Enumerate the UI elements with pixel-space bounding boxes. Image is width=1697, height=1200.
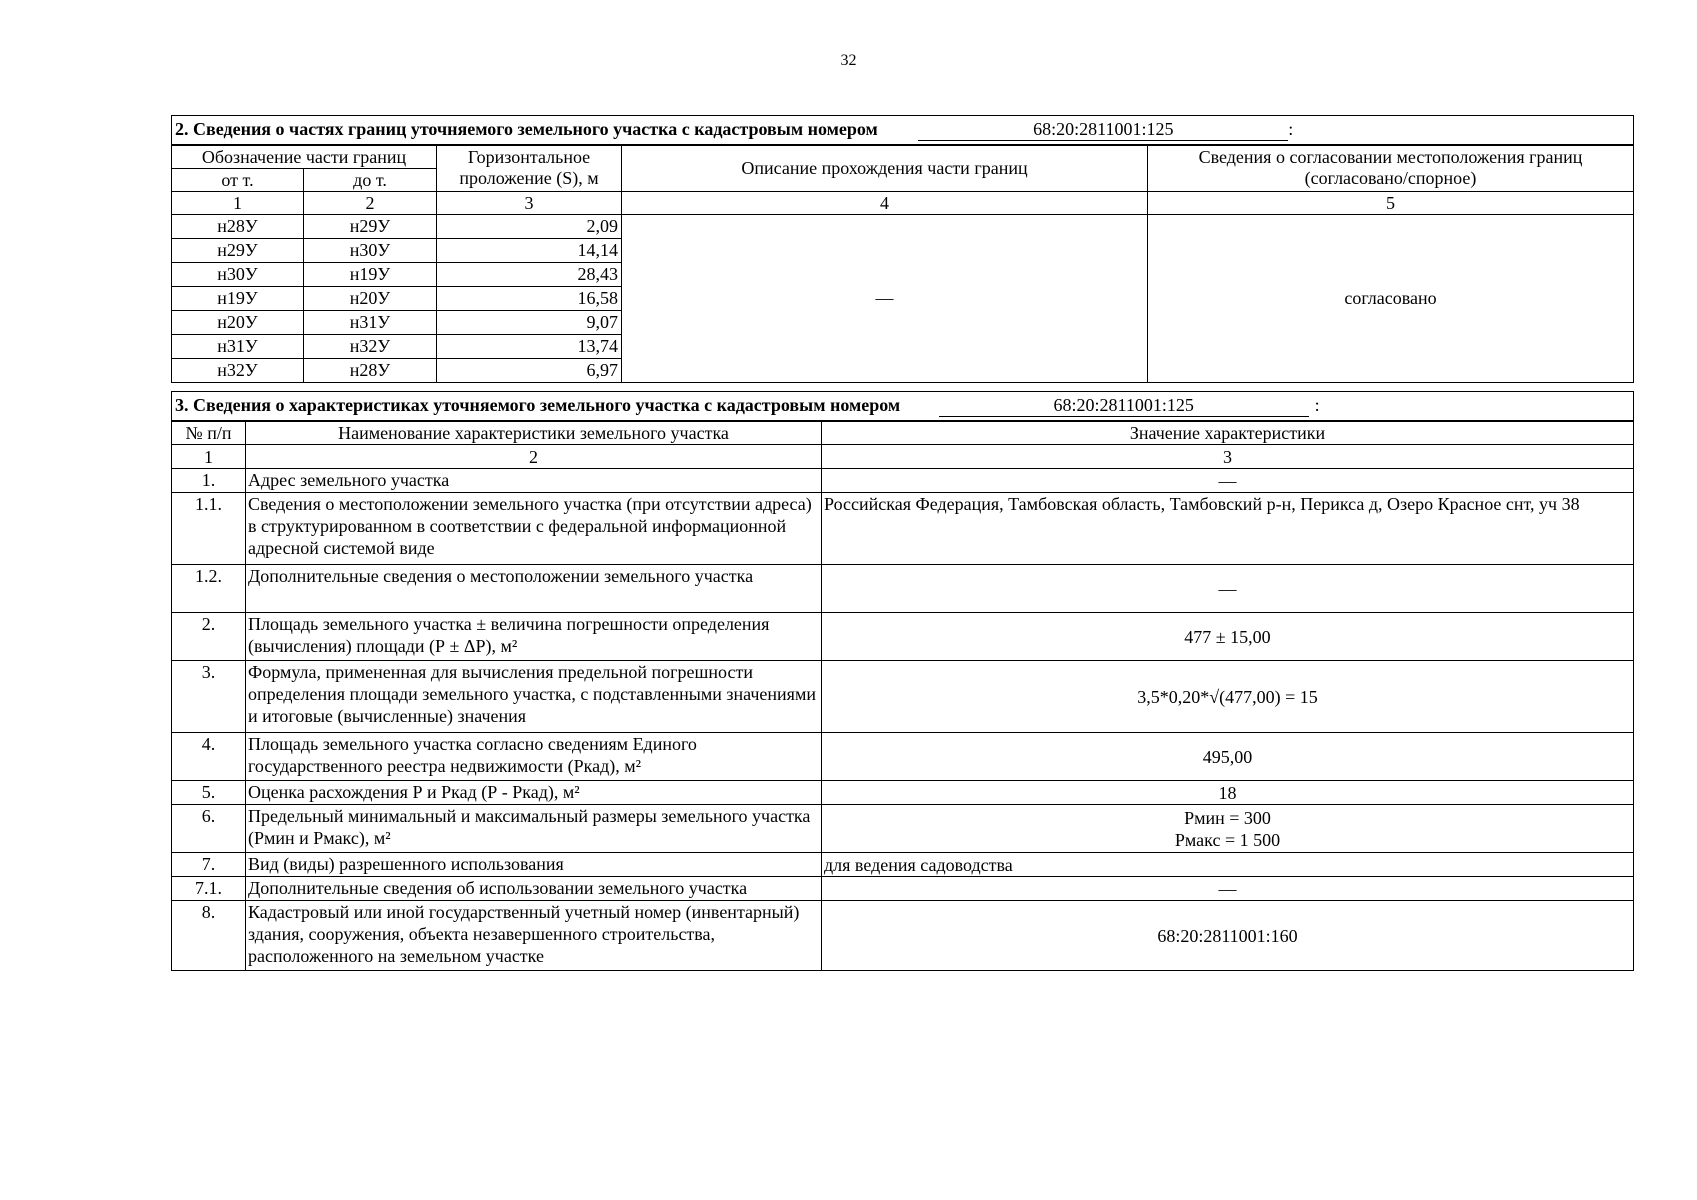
point-from: н20У xyxy=(172,310,304,334)
row-number: 8. xyxy=(172,901,246,971)
col-number: 1 xyxy=(172,445,246,469)
row-number: 4. xyxy=(172,733,246,781)
characteristic-value: 3,5*0,20*√(477,00) = 15 xyxy=(822,661,1634,733)
header-description: Описание прохождения части границ xyxy=(622,145,1148,192)
characteristic-name: Сведения о местоположении земельного участка (при отсутствии адреса) в структурированном в соответствии с федеральной информационной адресной системой виде xyxy=(246,493,822,565)
table-row xyxy=(172,469,1634,493)
header-horizontal: Горизонтальное проложение (S), м xyxy=(437,145,622,192)
point-from: н30У xyxy=(172,262,304,286)
row-number: 5. xyxy=(172,781,246,805)
point-to: н30У xyxy=(304,238,437,262)
point-from: н32У xyxy=(172,358,304,382)
characteristic-value: 68:20:2811001:160 xyxy=(822,901,1634,971)
row-number: 1.2. xyxy=(172,565,246,613)
point-to: н28У xyxy=(304,358,437,382)
section3-colon: : xyxy=(1314,395,1320,416)
table-row xyxy=(172,613,1634,661)
section3-table xyxy=(171,391,1634,971)
row-number: 2. xyxy=(172,613,246,661)
point-from: н28У xyxy=(172,214,304,238)
characteristic-name: Площадь земельного участка согласно сведениям Единого государственного реестра недвижимости (Ркад), м² xyxy=(246,733,822,781)
header-to: до т. xyxy=(304,168,437,191)
table-row xyxy=(172,877,1634,901)
row-number: 1. xyxy=(172,469,246,493)
section3-title: 3. Сведения о характеристиках уточняемого земельного участка с кадастровым номером xyxy=(175,395,901,416)
header-designation: Обозначение части границ xyxy=(172,145,437,169)
characteristic-value: для ведения садоводства xyxy=(822,853,1634,877)
header-from: от т. xyxy=(172,168,304,191)
characteristic-name: Оценка расхождения Р и Ркад (Р - Ркад), м² xyxy=(246,781,822,805)
description-value: — xyxy=(622,214,1148,382)
table-row xyxy=(172,901,1634,971)
point-to: н32У xyxy=(304,334,437,358)
col-number: 1 xyxy=(172,191,304,214)
point-from: н31У xyxy=(172,334,304,358)
section2-table xyxy=(171,115,1634,383)
point-from: н29У xyxy=(172,238,304,262)
table-row xyxy=(172,805,1634,853)
col-number: 5 xyxy=(1148,191,1634,214)
characteristic-name: Адрес земельного участка xyxy=(246,469,822,493)
col-number: 2 xyxy=(304,191,437,214)
characteristic-name: Дополнительные сведения о местоположении земельного участка xyxy=(246,565,822,613)
table-row xyxy=(172,853,1634,877)
section2-colon: : xyxy=(1288,119,1294,140)
section3-column-numbers xyxy=(172,445,1634,469)
characteristic-value: — xyxy=(822,877,1634,901)
characteristic-name: Формула, примененная для вычисления предельной погрешности определения площади земельного участка, с подставленными значениями и итоговые (вычисленные) значения xyxy=(246,661,822,733)
characteristic-value: 495,00 xyxy=(822,733,1634,781)
section3-title-cell xyxy=(172,392,1634,421)
col-number: 2 xyxy=(246,445,822,469)
horizontal-distance: 14,14 xyxy=(437,238,622,262)
table-row xyxy=(172,493,1634,565)
approval-value: согласовано xyxy=(1148,214,1634,382)
section2-title-cell xyxy=(172,116,1634,145)
row-number: 7. xyxy=(172,853,246,877)
horizontal-distance: 6,97 xyxy=(437,358,622,382)
col-number: 4 xyxy=(622,191,1148,214)
header-num: № п/п xyxy=(172,421,246,445)
characteristic-value: Российская Федерация, Тамбовская область, Тамбовский р-н, Перикса д, Озеро Красное снт, уч 38 xyxy=(822,493,1634,565)
horizontal-distance: 16,58 xyxy=(437,286,622,310)
horizontal-distance: 2,09 xyxy=(437,214,622,238)
header-value: Значение характеристики xyxy=(822,421,1634,445)
row-number: 1.1. xyxy=(172,493,246,565)
table-row xyxy=(172,733,1634,781)
point-to: н29У xyxy=(304,214,437,238)
horizontal-distance: 13,74 xyxy=(437,334,622,358)
table-row xyxy=(172,781,1634,805)
table-row xyxy=(172,661,1634,733)
section2-column-numbers xyxy=(172,191,1634,214)
row-number: 7.1. xyxy=(172,877,246,901)
col-number: 3 xyxy=(437,191,622,214)
characteristic-name: Дополнительные сведения об использовании земельного участка xyxy=(246,877,822,901)
header-name: Наименование характеристики земельного участка xyxy=(246,421,822,445)
characteristic-value: — xyxy=(822,469,1634,493)
header-approval: Сведения о согласовании местоположения границ (согласовано/спорное) xyxy=(1148,145,1634,192)
characteristic-value: 477 ± 15,00 xyxy=(822,613,1634,661)
horizontal-distance: 9,07 xyxy=(437,310,622,334)
section2-title: 2. Сведения о частях границ уточняемого земельного участка с кадастровым номером xyxy=(175,119,878,140)
characteristic-value: Рмин = 300 Рмакс = 1 500 xyxy=(822,805,1634,853)
row-number: 6. xyxy=(172,805,246,853)
table-row xyxy=(172,214,1634,238)
point-to: н20У xyxy=(304,286,437,310)
point-to: н31У xyxy=(304,310,437,334)
section3-cadastral-number: 68:20:2811001:125 xyxy=(939,394,1309,417)
characteristic-value: 18 xyxy=(822,781,1634,805)
table-row xyxy=(172,565,1634,613)
row-number: 3. xyxy=(172,661,246,733)
characteristic-name: Вид (виды) разрешенного использования xyxy=(246,853,822,877)
point-from: н19У xyxy=(172,286,304,310)
point-to: н19У xyxy=(304,262,437,286)
horizontal-distance: 28,43 xyxy=(437,262,622,286)
characteristic-name: Предельный минимальный и максимальный размеры земельного участка (Рмин и Рмакс), м² xyxy=(246,805,822,853)
characteristic-name: Площадь земельного участка ± величина погрешности определения (вычисления) площади (Р ± ΔР), м² xyxy=(246,613,822,661)
section2-cadastral-number: 68:20:2811001:125 xyxy=(918,118,1288,141)
col-number: 3 xyxy=(822,445,1634,469)
page-number: 32 xyxy=(840,52,857,69)
characteristic-value: — xyxy=(822,565,1634,613)
characteristic-name: Кадастровый или иной государственный учетный номер (инвентарный) здания, сооружения, объекта незавершенного строительства, расположенного на земельном участке xyxy=(246,901,822,971)
